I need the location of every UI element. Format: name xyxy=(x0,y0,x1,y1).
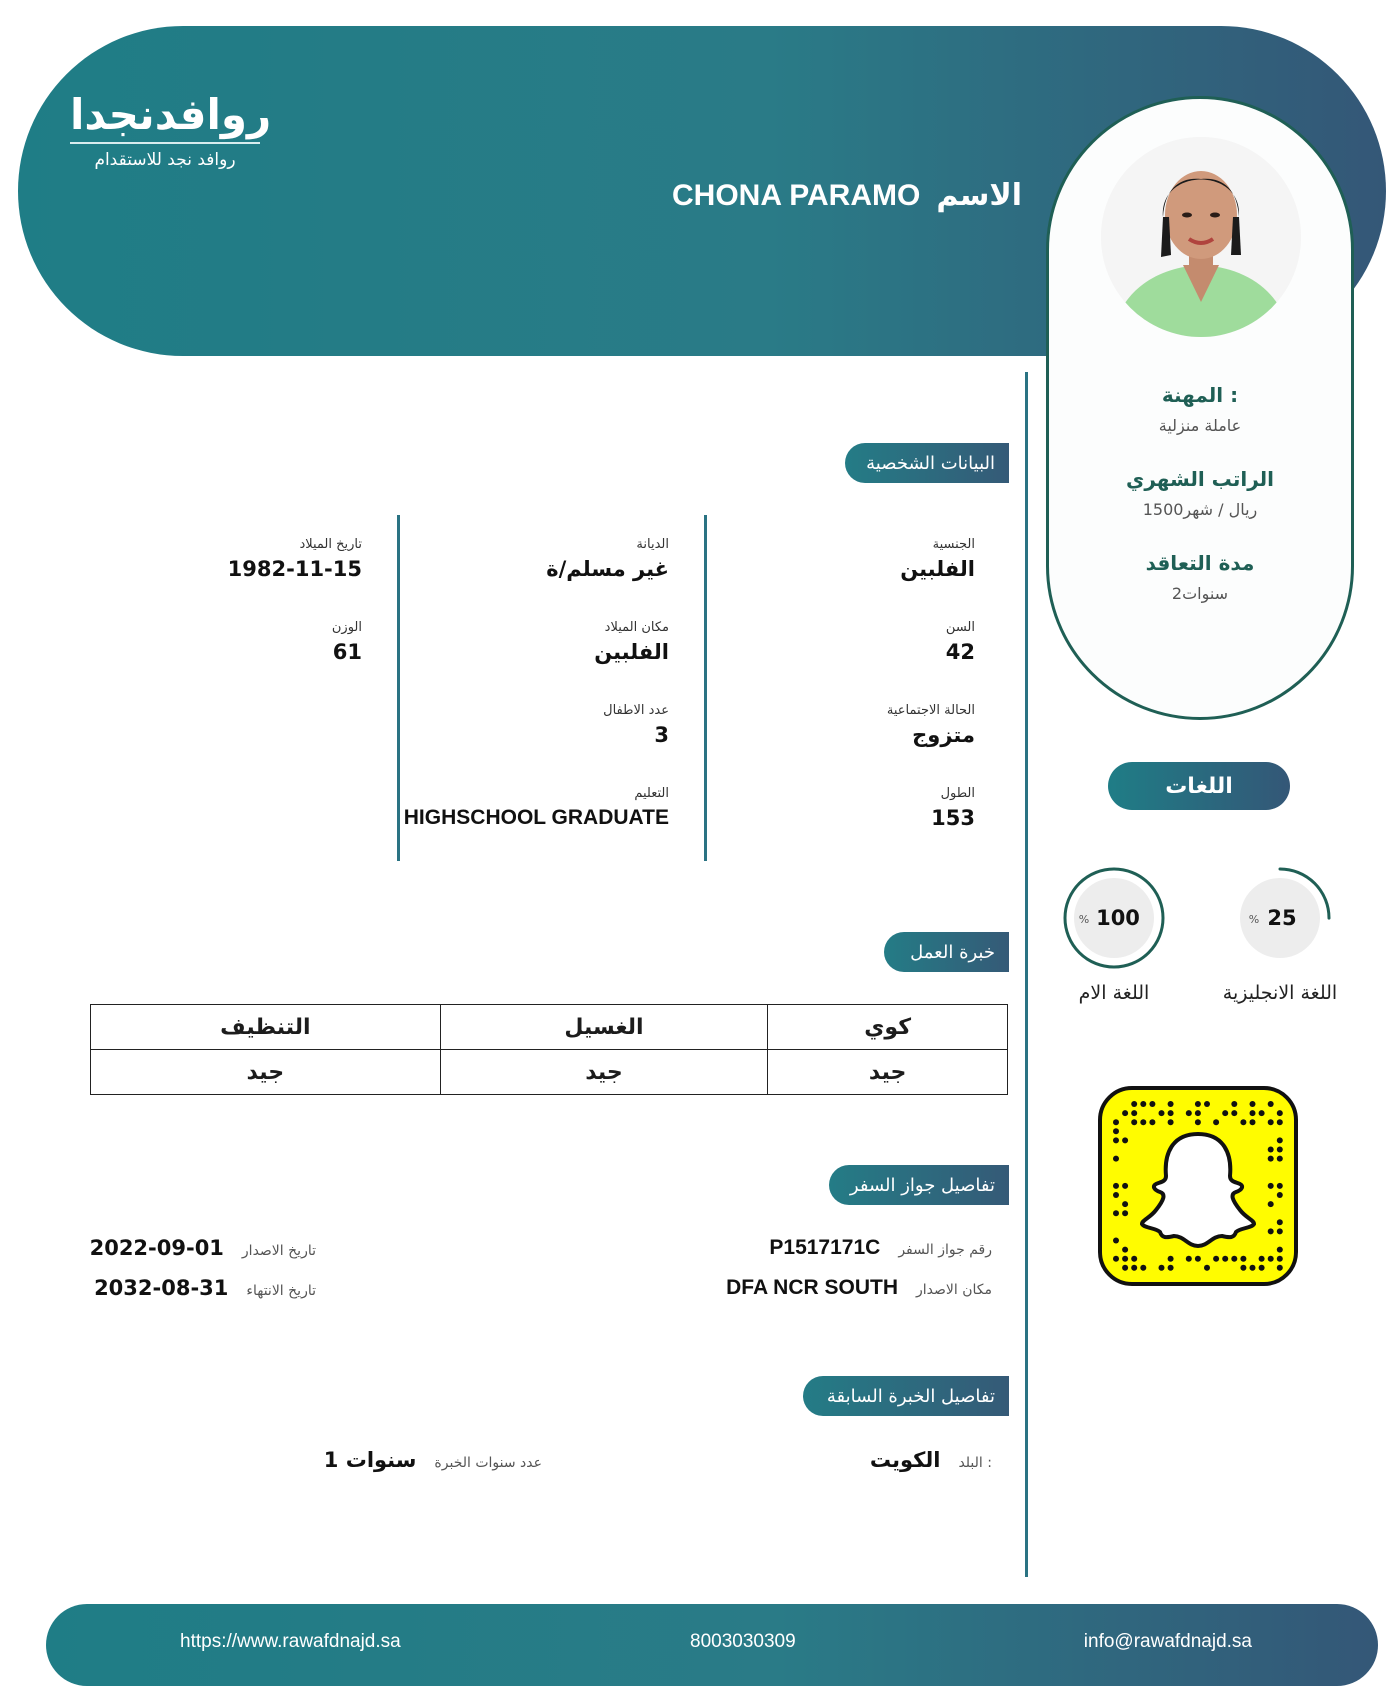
profession-label: المهنة : xyxy=(1161,383,1239,407)
snapcode-dot xyxy=(1113,1256,1119,1262)
snapcode-dot xyxy=(1113,1119,1119,1125)
profession-value: عاملة منزلية xyxy=(1158,416,1242,435)
snapcode-dot xyxy=(1259,1256,1265,1262)
snapcode[interactable] xyxy=(1098,1086,1298,1286)
snapcode-dot xyxy=(1268,1256,1274,1262)
snapcode-dot xyxy=(1122,1256,1128,1262)
snapcode-dot xyxy=(1131,1110,1137,1116)
field-marital-status: الحالة الاجتماعية متزوج xyxy=(886,703,975,747)
footer-email-link[interactable]: info@rawafdnajd.sa xyxy=(1083,1631,1252,1652)
skill-header: كوي xyxy=(768,1005,1008,1050)
company-logo xyxy=(70,90,272,170)
candidate-name-row xyxy=(672,178,1022,213)
passport-issue-label: تاريخ الاصدار xyxy=(241,1243,316,1259)
snapcode-dot xyxy=(1122,1201,1128,1207)
snapcode-dot xyxy=(1131,1265,1137,1271)
snapcode-dot xyxy=(1122,1210,1128,1216)
snapcode-dot xyxy=(1122,1110,1128,1116)
snapcode-dot xyxy=(1277,1228,1283,1234)
snapcode-dot xyxy=(1113,1192,1119,1198)
previous-years-label: عدد سنوات الخبرة xyxy=(434,1455,542,1471)
languages-title: اللغات xyxy=(1108,762,1290,810)
field-birthdate: تاريخ الميلاد 1982-11-15 xyxy=(227,537,362,581)
skill-level: جيد xyxy=(440,1050,768,1095)
snapcode-dot xyxy=(1113,1156,1119,1162)
lang-percent-unit: % xyxy=(1078,913,1090,926)
snapcode-dot xyxy=(1213,1256,1219,1262)
section-previous-title: تفاصيل الخبرة السابقة xyxy=(826,1385,995,1407)
section-previous-experience xyxy=(803,1376,1009,1416)
snapcode-dot xyxy=(1277,1119,1283,1125)
logo-mark: روافدنجدا xyxy=(70,90,272,139)
snapcode-dot xyxy=(1250,1265,1256,1271)
snapcode-dot xyxy=(1240,1265,1246,1271)
field-weight: الوزن 61 xyxy=(331,620,362,664)
snapcode-dot xyxy=(1140,1265,1146,1271)
skill-level: جيد xyxy=(768,1050,1008,1095)
profile-card xyxy=(1046,96,1354,720)
snapcode-dot xyxy=(1168,1119,1174,1125)
snapcode-dot xyxy=(1231,1256,1237,1262)
field-age: السن 42 xyxy=(945,620,975,664)
passport-number-row xyxy=(769,1236,992,1260)
logo-tagline: روافد نجد للاستقدام xyxy=(94,150,236,170)
snapcode-dot xyxy=(1277,1137,1283,1143)
candidate-photo xyxy=(1101,137,1301,337)
snapcode-dot xyxy=(1277,1110,1283,1116)
previous-years-value: 1 سنوات xyxy=(323,1448,417,1472)
snapcode-dot xyxy=(1250,1110,1256,1116)
passport-issue-row xyxy=(90,1236,316,1260)
footer-website-link[interactable]: https://www.rawafdnajd.sa xyxy=(180,1631,401,1652)
previous-country-label: البلد : xyxy=(958,1455,992,1471)
salary-label: الراتب الشهري xyxy=(1126,467,1274,491)
candidate-name: CHONA PARAMO xyxy=(672,178,921,212)
skills-table xyxy=(90,1004,1008,1095)
passport-expiry-row xyxy=(94,1276,316,1300)
field-birthplace: مكان الميلاد الفلبين xyxy=(594,620,669,664)
snapcode-dot xyxy=(1159,1265,1165,1271)
field-nationality: الجنسية الفلبين xyxy=(900,537,975,581)
snapcode-dot xyxy=(1122,1265,1128,1271)
snapcode-dot xyxy=(1149,1101,1155,1107)
section-passport xyxy=(829,1165,1009,1205)
snapcode-dot xyxy=(1268,1183,1274,1189)
snapcode-dot xyxy=(1113,1210,1119,1216)
snapcode-dot xyxy=(1204,1101,1210,1107)
snapcode-dot xyxy=(1122,1247,1128,1253)
logo-divider xyxy=(70,142,260,144)
snapcode-dot xyxy=(1213,1119,1219,1125)
skills-value-row xyxy=(91,1050,1008,1095)
snapcode-dot xyxy=(1122,1137,1128,1143)
snapcode-dot xyxy=(1186,1256,1192,1262)
snapcode-dot xyxy=(1277,1156,1283,1162)
passport-place-row xyxy=(726,1276,992,1300)
section-personal-data xyxy=(845,443,1009,483)
snapcode-dot xyxy=(1168,1101,1174,1107)
skill-header: الغسيل xyxy=(440,1005,768,1050)
snapcode-dot xyxy=(1240,1119,1246,1125)
snapcode-dot xyxy=(1277,1265,1283,1271)
snapcode-dot xyxy=(1277,1192,1283,1198)
lang-ring-native xyxy=(1054,858,1174,978)
snapcode-dot xyxy=(1159,1110,1165,1116)
footer-bar xyxy=(46,1604,1378,1686)
snapcode-dot xyxy=(1168,1256,1174,1262)
column-divider xyxy=(397,515,400,861)
snapcode-dot xyxy=(1240,1256,1246,1262)
passport-place-label: مكان الاصدار xyxy=(916,1282,992,1298)
snapcode-dot xyxy=(1168,1110,1174,1116)
snapcode-dot xyxy=(1131,1256,1137,1262)
snapcode-dot xyxy=(1140,1119,1146,1125)
snapcode-dot xyxy=(1250,1119,1256,1125)
snapcode-dot xyxy=(1113,1238,1119,1244)
snapcode-dot xyxy=(1140,1101,1146,1107)
snapcode-dot xyxy=(1268,1147,1274,1153)
field-children: عدد الاطفال 3 xyxy=(603,703,669,747)
snapcode-dot xyxy=(1268,1228,1274,1234)
snapcode-dot xyxy=(1186,1110,1192,1116)
snapcode-dot xyxy=(1168,1265,1174,1271)
snapcode-dot xyxy=(1231,1110,1237,1116)
snapcode-dot xyxy=(1259,1265,1265,1271)
skills-header-row xyxy=(91,1005,1008,1050)
snapcode-dot xyxy=(1195,1110,1201,1116)
lang-name-native: اللغة الام xyxy=(1078,982,1150,1004)
snapcode-dot xyxy=(1231,1101,1237,1107)
snapcode-dot xyxy=(1277,1147,1283,1153)
snapcode-dot xyxy=(1250,1101,1256,1107)
skill-header: التنظيف xyxy=(91,1005,441,1050)
footer-phone[interactable]: 8003030309 xyxy=(690,1631,796,1652)
snapcode-dot xyxy=(1204,1265,1210,1271)
field-education: التعليم HIGHSCHOOL GRADUATE xyxy=(403,786,669,829)
lang-percent-unit: % xyxy=(1248,913,1260,926)
snapcode-dot xyxy=(1195,1256,1201,1262)
snapcode-dot xyxy=(1259,1110,1265,1116)
snapcode-dot xyxy=(1268,1119,1274,1125)
snapcode-dot xyxy=(1277,1219,1283,1225)
snapcode-dot xyxy=(1113,1128,1119,1134)
section-personal-title: البيانات الشخصية xyxy=(866,452,995,474)
lang-name-english: اللغة الانجليزية xyxy=(1222,982,1338,1004)
skill-level: جيد xyxy=(91,1050,441,1095)
snapcode-dot xyxy=(1149,1119,1155,1125)
snapcode-dot xyxy=(1195,1119,1201,1125)
snapcode-dot xyxy=(1277,1256,1283,1262)
previous-years-row xyxy=(324,1448,542,1472)
section-work-title: خبرة العمل xyxy=(910,941,995,963)
contract-label: مدة التعاقد xyxy=(1145,551,1255,575)
salary-value: 1500ريال / شهر xyxy=(1142,500,1258,519)
snapcode-dot xyxy=(1277,1247,1283,1253)
snapcode-dot xyxy=(1113,1137,1119,1143)
snapcode-dot xyxy=(1131,1119,1137,1125)
snapcode-dot xyxy=(1268,1101,1274,1107)
previous-country-row xyxy=(870,1448,992,1472)
snapcode-dot xyxy=(1268,1201,1274,1207)
lang-ring-english xyxy=(1220,858,1340,978)
contract-value: 2سنوات xyxy=(1171,584,1229,603)
passport-expiry-label: تاريخ الانتهاء xyxy=(246,1283,316,1299)
previous-country-value: الكويت xyxy=(869,1448,941,1472)
column-divider xyxy=(704,515,707,861)
passport-issue-value: 2022-09-01 xyxy=(89,1236,224,1260)
passport-number-label: رقم جواز السفر xyxy=(898,1242,992,1258)
snapcode-dot xyxy=(1222,1256,1228,1262)
passport-number-value: P1517171C xyxy=(769,1236,881,1259)
snapcode-dot xyxy=(1122,1183,1128,1189)
lang-percent-value: 25 xyxy=(1267,906,1297,930)
snapcode-dot xyxy=(1277,1183,1283,1189)
field-religion: الديانة غير مسلم/ة xyxy=(546,537,669,581)
passport-expiry-value: 2032-08-31 xyxy=(94,1276,229,1300)
timeline-line xyxy=(1025,372,1028,1577)
field-height: الطول 153 xyxy=(931,786,975,830)
lang-percent-value: 100 xyxy=(1096,906,1140,930)
snapcode-dot xyxy=(1268,1156,1274,1162)
section-passport-title: تفاصيل جواز السفر xyxy=(849,1174,995,1196)
snapcode-dot xyxy=(1131,1101,1137,1107)
section-work-experience xyxy=(884,932,1009,972)
snapcode-dot xyxy=(1222,1110,1228,1116)
passport-place-value: DFA NCR SOUTH xyxy=(726,1276,898,1299)
snapcode-dot xyxy=(1113,1183,1119,1189)
name-label: الاسم xyxy=(936,178,1022,213)
snapcode-dot xyxy=(1195,1101,1201,1107)
